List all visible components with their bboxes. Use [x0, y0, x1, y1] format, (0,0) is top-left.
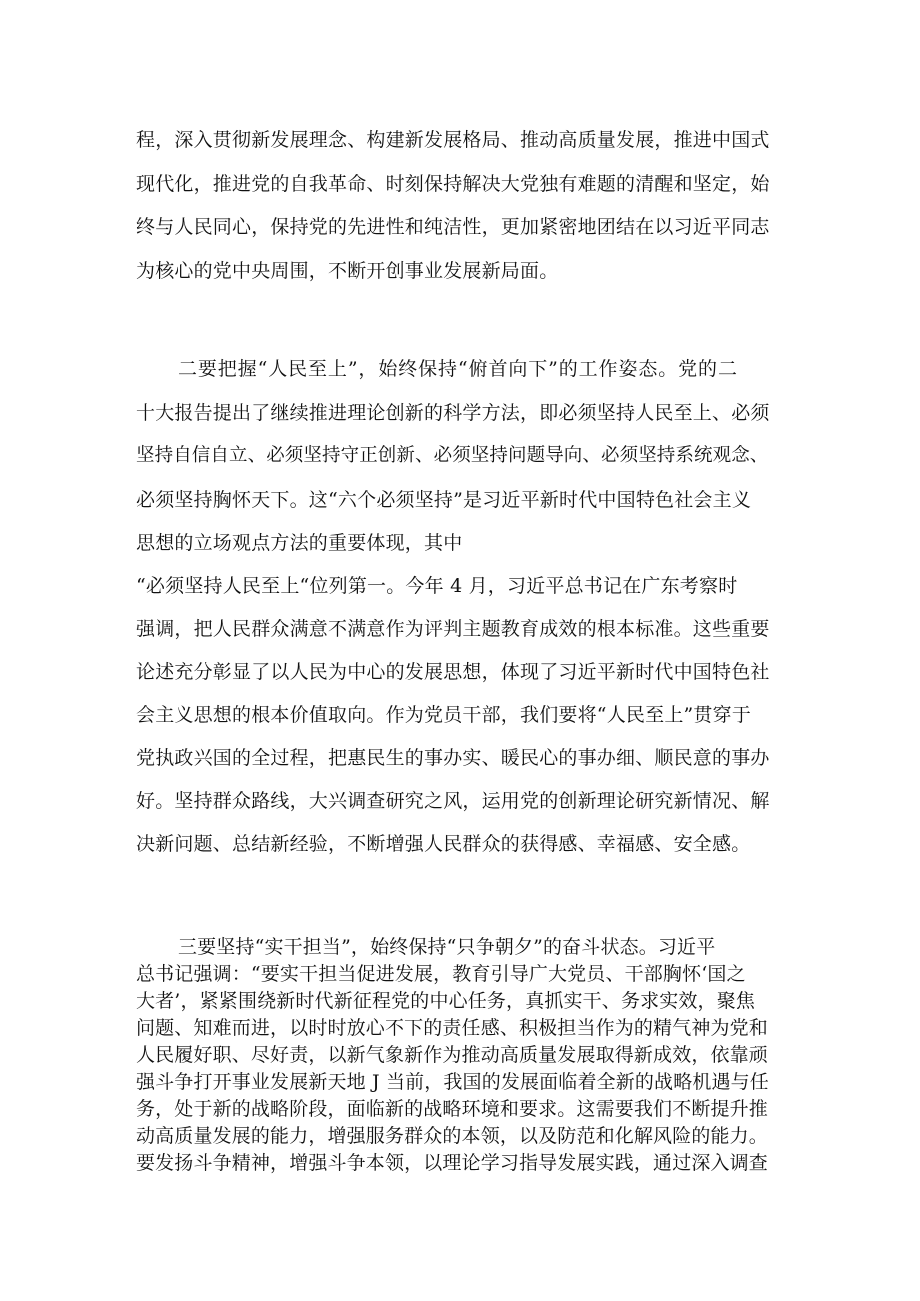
text-line: 动高质量发展的能力，增强服务群众的本领，以及防范和化解风险的能力。 [136, 1125, 768, 1147]
text-line: 思想的立场观点方法的重要体现，其中 [136, 532, 463, 554]
text-line: 十大报告提出了继续推进理论创新的科学方法，即必须坚持人民至上、必须 [136, 402, 770, 424]
text-line: 总书记强调：“要实干担当促进发展，教育引导广大党员、干部胸怀‘国之 [136, 963, 746, 985]
text-line: 现代化，推进党的自我革命、时刻保持解决大党独有难题的清醒和坚定，始 [136, 173, 770, 195]
text-line: “必须坚持人民至上“位列第一。今年 4 月，习近平总书记在广东考察时 [136, 575, 738, 597]
text-line: 好。坚持群众路线，大兴调查研究之风，运用党的创新理论研究新情况、解 [136, 790, 770, 812]
text-line: 二要把握“人民至上”，始终保持“俯首向下”的工作姿态。党的二 [178, 358, 738, 380]
text-line: 会主义思想的根本价值取向。作为党员干部，我们要将“人民至上”贯穿于 [136, 704, 752, 726]
text-line: 决新问题、总结新经验，不断增强人民群众的获得感、幸福感、安全感。 [136, 833, 751, 855]
text-line: 大者’，紧紧围绕新时代新征程党的中心任务，真抓实干、务求实效，聚焦 [136, 990, 755, 1012]
text-line: 强斗争打开事业发展新天地 J 当前，我国的发展面临着全新的战略机遇与任 [136, 1071, 769, 1093]
text-line: 必须坚持胸怀天下。这“六个必须坚持”是习近平新时代中国特色社会主义 [136, 489, 752, 511]
text-line: 终与人民同心，保持党的先进性和纯洁性，更加紧密地团结在以习近平同志 [136, 216, 770, 238]
text-line: 为核心的党中央周围，不断开创事业发展新局面。 [136, 260, 559, 282]
text-line: 人民履好职、尽好责，以新气象新作为推动高质量发展取得新成效，依靠顽 [136, 1044, 768, 1066]
text-line: 务，处于新的战略阶段，面临新的战略环境和要求。这需要我们不断提升推 [136, 1098, 768, 1120]
text-line: 坚持自信自立、必须坚持守正创新、必须坚持问题导向、必须坚持系统观念、 [136, 445, 769, 466]
text-line: 党执政兴国的全过程，把惠民生的事办实、暖民心的事办细、顺民意的事办 [136, 747, 770, 769]
text-line: 论述充分彰显了以人民为中心的发展思想，体现了习近平新时代中国特色社 [136, 661, 770, 683]
text-line: 要发扬斗争精神，增强斗争本领，以理论学习指导发展实践，通过深入调查 [136, 1152, 768, 1174]
text-line: 问题、知难而进，以时时放心不下的责任感、积极担当作为的精气神为党和 [136, 1017, 768, 1039]
text-line: 强调，把人民群众满意不满意作为评判主题教育成效的根本标准。这些重要 [136, 618, 770, 640]
text-line: 程，深入贯彻新发展理念、构建新发展格局、推动高质量发展，推进中国式 [136, 129, 770, 151]
text-line: 三要坚持“实干担当”，始终保持“只争朝夕”的奋斗状态。习近平 [178, 936, 716, 958]
